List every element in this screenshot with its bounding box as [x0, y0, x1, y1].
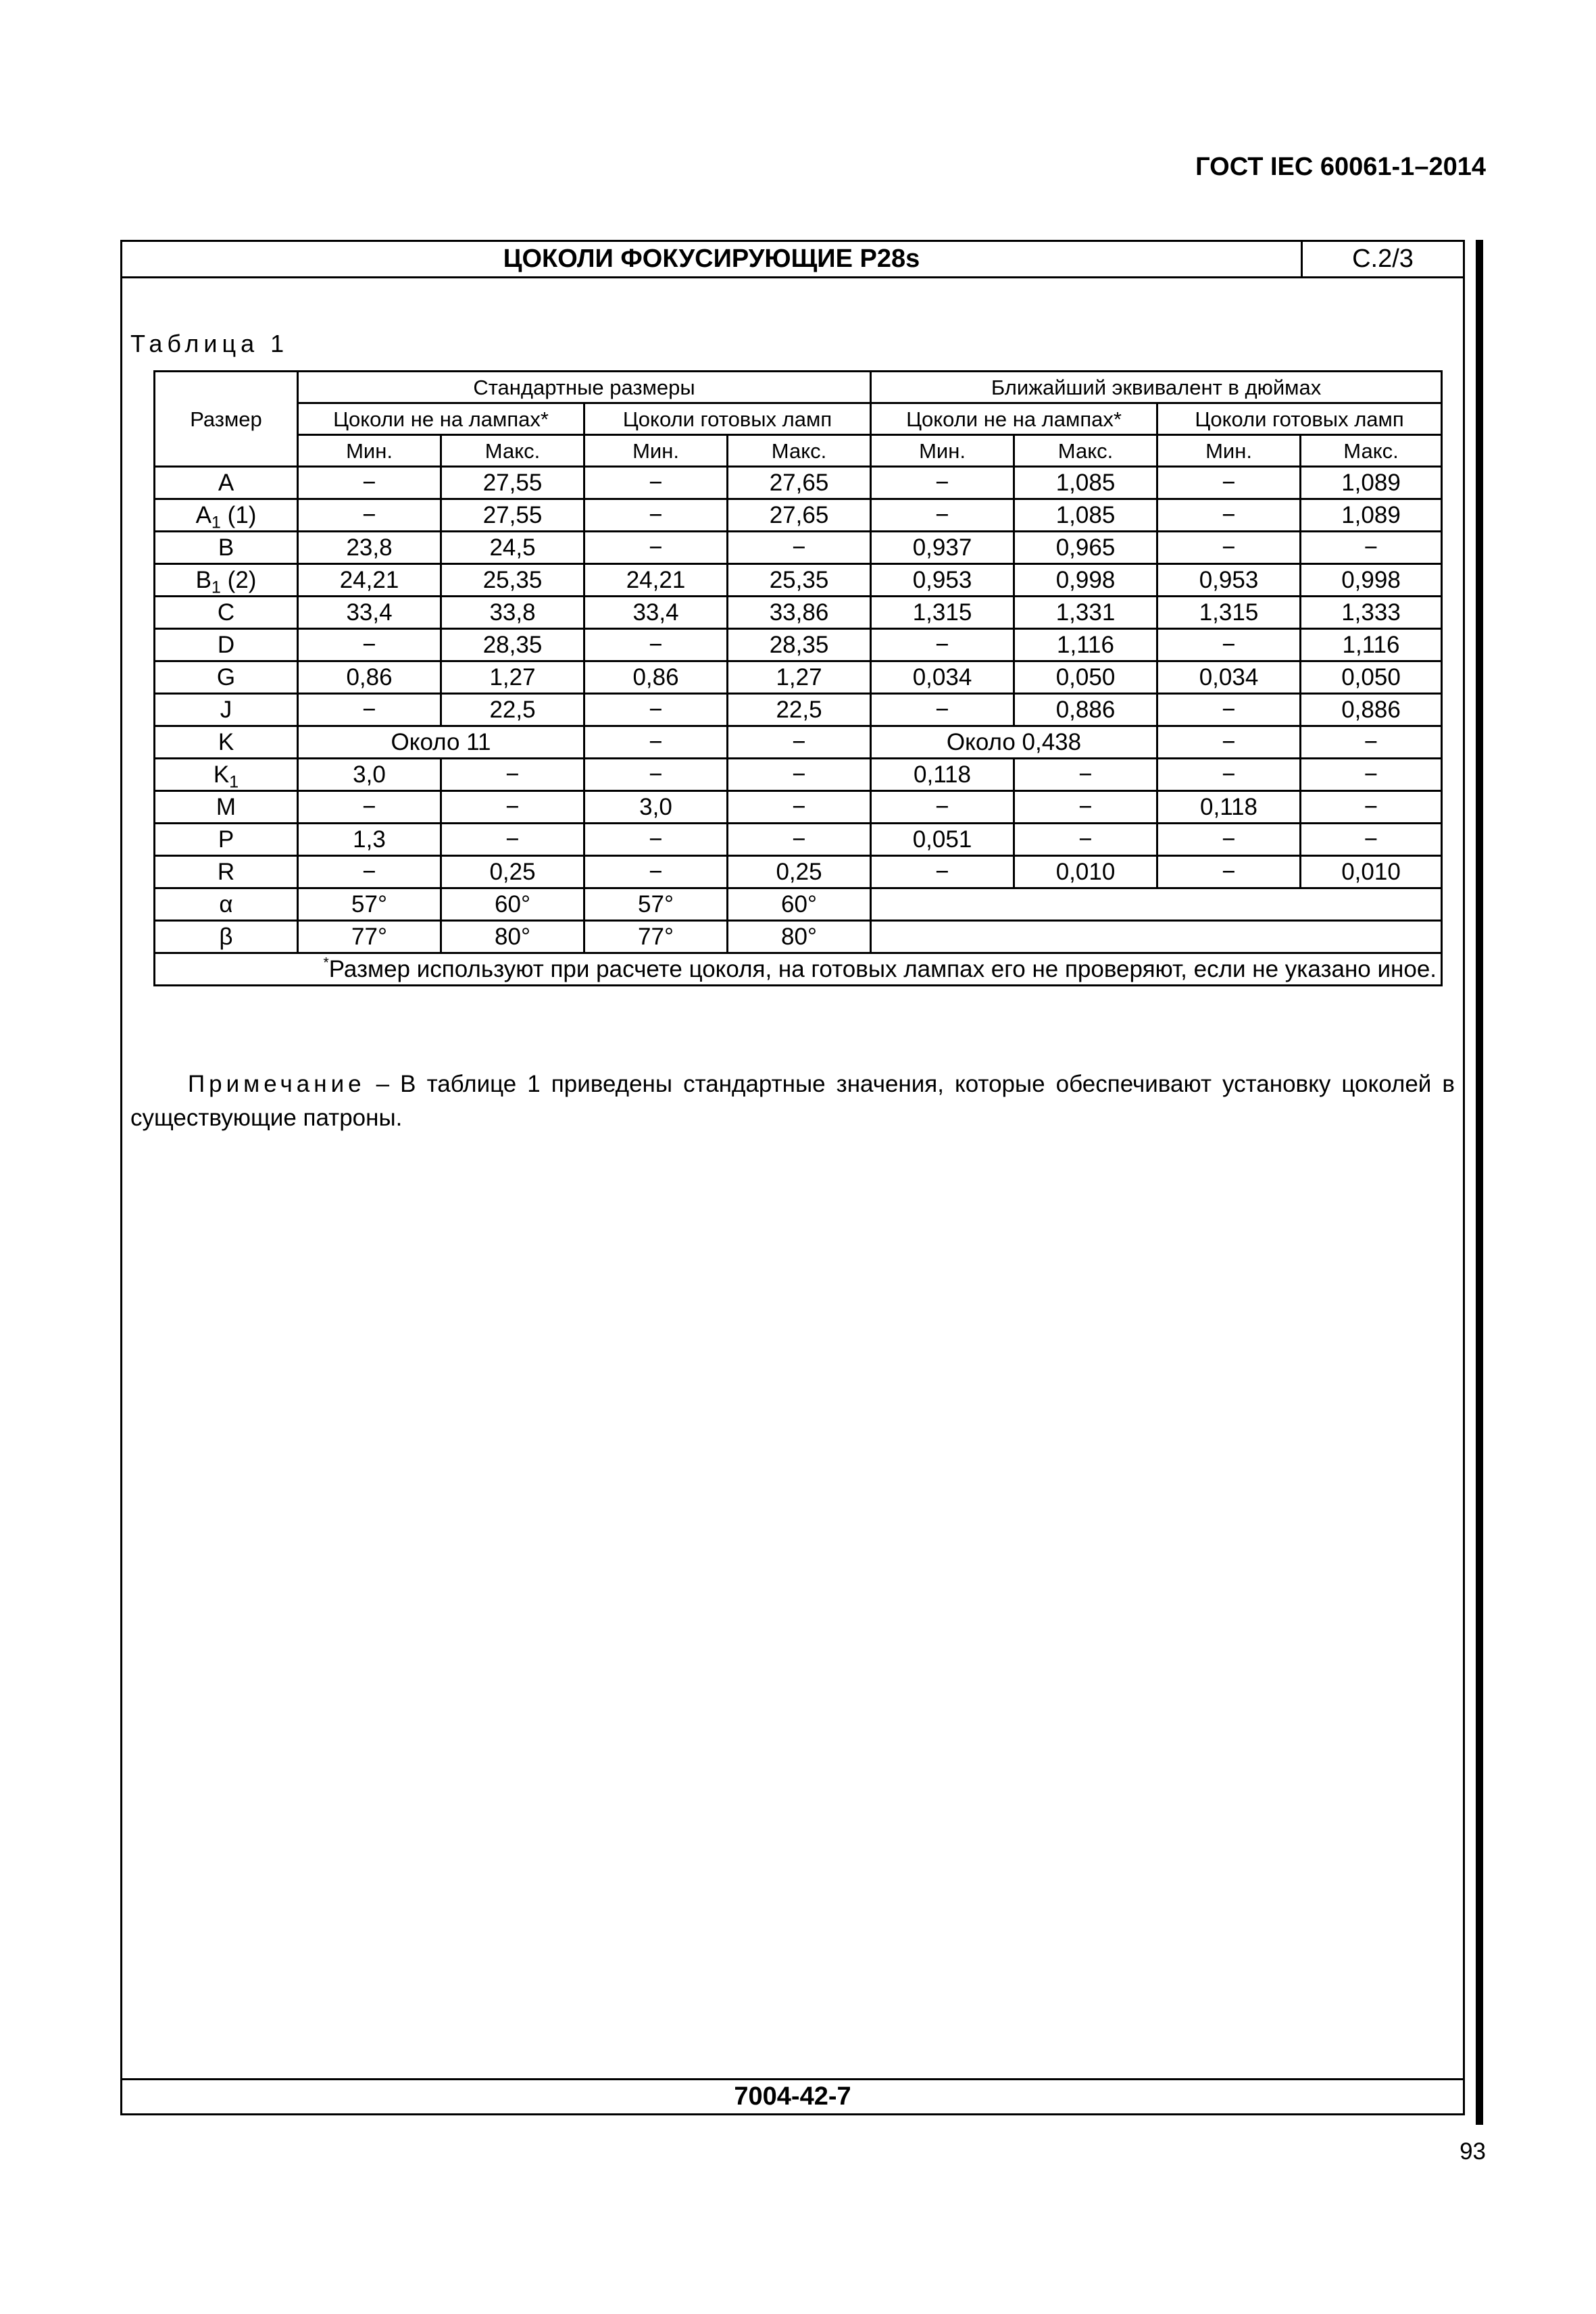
header-caps-mounted: Цоколи готовых ламп: [1157, 403, 1442, 435]
table-cell: 0,998: [1301, 564, 1442, 597]
table-cell: 0,998: [1014, 564, 1157, 597]
row-label: J: [155, 694, 298, 726]
table-cell: −: [584, 824, 728, 856]
table-cell: −: [584, 694, 728, 726]
table-cell: −: [584, 759, 728, 791]
row-label: $A_1$ (1): [155, 499, 298, 532]
sheet-number: С.2/3: [1352, 245, 1414, 273]
header-caps-unmounted: Цоколи не на лампах*: [298, 403, 584, 435]
header-caps-unmounted: Цоколи не на лампах*: [871, 403, 1157, 435]
table-cell: −: [1157, 532, 1301, 564]
table-cell: 0,118: [871, 759, 1014, 791]
table-cell: −: [584, 856, 728, 888]
table-cell: 1,116: [1301, 629, 1442, 661]
table-cell: −: [1157, 759, 1301, 791]
table-cell: 27,65: [728, 467, 871, 499]
sheet-title: ЦОКОЛИ ФОКУСИРУЮЩИЕ P28s: [122, 242, 1303, 276]
table-cell: 0,953: [871, 564, 1014, 597]
table-header-row: [155, 372, 1442, 403]
table-row: [155, 597, 1442, 629]
dimensions-table: [153, 370, 1443, 986]
sheet-edge-bar: [1476, 240, 1483, 2125]
table-header-row: [155, 403, 1442, 435]
table-cell: 24,21: [584, 564, 728, 597]
header-max: Макс.: [441, 435, 584, 467]
table-cell: 0,965: [1014, 532, 1157, 564]
table-cell: 57°: [298, 888, 441, 921]
table-cell: 28,35: [728, 629, 871, 661]
table-row: [155, 467, 1442, 499]
table-cell: 33,4: [298, 597, 441, 629]
table-cell: −: [298, 467, 441, 499]
table-row: [155, 759, 1442, 791]
row-label: α: [155, 888, 298, 921]
table-cell: −: [728, 791, 871, 824]
table-row: [155, 629, 1442, 661]
table-cell: 27,55: [441, 467, 584, 499]
table-cell: −: [584, 629, 728, 661]
table-cell: −: [871, 629, 1014, 661]
table-cell: 0,25: [441, 856, 584, 888]
table-cell: 1,333: [1301, 597, 1442, 629]
table-header-row: [155, 435, 1442, 467]
table-row: [155, 532, 1442, 564]
table-cell: −: [1014, 791, 1157, 824]
table-cell: 27,65: [728, 499, 871, 532]
table-cell: 33,8: [441, 597, 584, 629]
table-cell: 57°: [584, 888, 728, 921]
table-cell: −: [1157, 629, 1301, 661]
table-cell: 0,953: [1157, 564, 1301, 597]
table-cell: 1,085: [1014, 499, 1157, 532]
header-max: Макс.: [1014, 435, 1157, 467]
header-min: Мин.: [871, 435, 1014, 467]
note-text: – В таблице 1 приведены стандартные значения, которые обеспечивают установку цоколей в существующие патроны.: [130, 1071, 1455, 1131]
sheet-footer-code: 7004-42-7: [122, 2078, 1463, 2113]
table-cell: −: [1014, 759, 1157, 791]
table-cell: −: [1157, 694, 1301, 726]
table-row: [155, 791, 1442, 824]
table-cell: 80°: [441, 921, 584, 953]
table-cell: 0,034: [871, 661, 1014, 694]
footnote-mark: *: [323, 955, 329, 971]
table-cell: 23,8: [298, 532, 441, 564]
table-cell: 1,3: [298, 824, 441, 856]
table-cell: −: [298, 791, 441, 824]
table-cell: 33,4: [584, 597, 728, 629]
table-cell: 0,118: [1157, 791, 1301, 824]
table-cell: 0,010: [1301, 856, 1442, 888]
header-max: Макс.: [728, 435, 871, 467]
table-cell: Около 0,438: [871, 726, 1157, 759]
table-cell: 27,55: [441, 499, 584, 532]
table-cell: −: [1301, 824, 1442, 856]
table-cell: 22,5: [441, 694, 584, 726]
table-cell: 77°: [298, 921, 441, 953]
header-min: Мин.: [584, 435, 728, 467]
table-cell: −: [871, 791, 1014, 824]
row-label: A: [155, 467, 298, 499]
table-row: [155, 661, 1442, 694]
table-cell: 1,315: [1157, 597, 1301, 629]
table-cell: 60°: [728, 888, 871, 921]
table-cell: 0,050: [1301, 661, 1442, 694]
table-cell: 0,86: [298, 661, 441, 694]
table-cell: −: [584, 499, 728, 532]
header-max: Макс.: [1301, 435, 1442, 467]
header-size: Размер: [155, 372, 298, 467]
header-min: Мин.: [298, 435, 441, 467]
blank-cell: [871, 888, 1442, 921]
header-caps-mounted: Цоколи готовых ламп: [584, 403, 871, 435]
table-cell: 0,25: [728, 856, 871, 888]
table-cell: 28,35: [441, 629, 584, 661]
table-cell: 0,034: [1157, 661, 1301, 694]
footnote-text: Размер используют при расчете цоколя, на готовых лампах его не проверяют, если не указано иное.: [328, 956, 1437, 982]
row-label: $K_1$: [155, 759, 298, 791]
table-footnote-row: [155, 953, 1442, 986]
table-cell: −: [1301, 759, 1442, 791]
table-cell: −: [298, 629, 441, 661]
table-cell: −: [584, 726, 728, 759]
row-label: C: [155, 597, 298, 629]
row-label: B: [155, 532, 298, 564]
table-cell: 25,35: [728, 564, 871, 597]
table-cell: −: [871, 856, 1014, 888]
table-cell: 0,86: [584, 661, 728, 694]
table-cell: −: [1014, 824, 1157, 856]
table-row: [155, 921, 1442, 953]
row-label: K: [155, 726, 298, 759]
row-label: P: [155, 824, 298, 856]
table-cell: −: [871, 499, 1014, 532]
table-footnote: [155, 953, 1442, 986]
table-row: [155, 726, 1442, 759]
table-cell: 1,089: [1301, 467, 1442, 499]
table-cell: 22,5: [728, 694, 871, 726]
table-cell: −: [1301, 532, 1442, 564]
table-cell: −: [298, 694, 441, 726]
table-row: [155, 499, 1442, 532]
table-row: [155, 824, 1442, 856]
table-cell: −: [1157, 726, 1301, 759]
standard-code: ГОСТ IEC 60061-1–2014: [1195, 153, 1486, 181]
table-cell: 0,937: [871, 532, 1014, 564]
header-inch: Ближайший эквивалент в дюймах: [871, 372, 1442, 403]
table-row: [155, 564, 1442, 597]
table-cell: 60°: [441, 888, 584, 921]
data-sheet: [120, 240, 1465, 2115]
page-number: 93: [1460, 2138, 1486, 2165]
table-cell: −: [441, 791, 584, 824]
table-cell: 1,331: [1014, 597, 1157, 629]
table-cell: 0,050: [1014, 661, 1157, 694]
row-label: D: [155, 629, 298, 661]
table-cell: 1,27: [728, 661, 871, 694]
table-cell: −: [441, 759, 584, 791]
table-cell: −: [1157, 499, 1301, 532]
table-cell: 1,315: [871, 597, 1014, 629]
table-cell: −: [728, 759, 871, 791]
table-caption: Таблица 1: [130, 330, 289, 357]
table-cell: −: [441, 824, 584, 856]
table-cell: 25,35: [441, 564, 584, 597]
table-cell: 1,116: [1014, 629, 1157, 661]
table-cell: −: [1301, 726, 1442, 759]
table-cell: 1,085: [1014, 467, 1157, 499]
table-cell: −: [871, 467, 1014, 499]
table-cell: 0,886: [1014, 694, 1157, 726]
header-standard: Стандартные размеры: [298, 372, 871, 403]
row-label: G: [155, 661, 298, 694]
table-row: [155, 694, 1442, 726]
note-paragraph: [130, 1067, 1455, 1135]
table-cell: −: [728, 532, 871, 564]
table-cell: −: [298, 499, 441, 532]
note-lead: Примечание: [188, 1071, 366, 1097]
table-cell: −: [1157, 856, 1301, 888]
table-cell: 33,86: [728, 597, 871, 629]
table-cell: Около 11: [298, 726, 584, 759]
table-cell: 1,089: [1301, 499, 1442, 532]
table-cell: 1,27: [441, 661, 584, 694]
table-cell: 24,5: [441, 532, 584, 564]
header-min: Мин.: [1157, 435, 1301, 467]
sheet-header: [122, 242, 1463, 278]
table-cell: −: [871, 694, 1014, 726]
row-label: M: [155, 791, 298, 824]
table-cell: −: [584, 467, 728, 499]
table-cell: −: [1157, 824, 1301, 856]
table-cell: −: [1157, 467, 1301, 499]
table-cell: 0,886: [1301, 694, 1442, 726]
table-cell: −: [584, 532, 728, 564]
table-cell: 3,0: [298, 759, 441, 791]
table-cell: 77°: [584, 921, 728, 953]
row-label: $B_1$ (2): [155, 564, 298, 597]
blank-cell: [871, 921, 1442, 953]
table-row: [155, 888, 1442, 921]
table-cell: −: [1301, 791, 1442, 824]
table-cell: −: [728, 726, 871, 759]
table-cell: 3,0: [584, 791, 728, 824]
table-cell: 0,051: [871, 824, 1014, 856]
table-row: [155, 856, 1442, 888]
row-label: R: [155, 856, 298, 888]
row-label: β: [155, 921, 298, 953]
table-cell: 0,010: [1014, 856, 1157, 888]
table-cell: −: [298, 856, 441, 888]
table-cell: −: [728, 824, 871, 856]
table-cell: 24,21: [298, 564, 441, 597]
table-cell: 80°: [728, 921, 871, 953]
